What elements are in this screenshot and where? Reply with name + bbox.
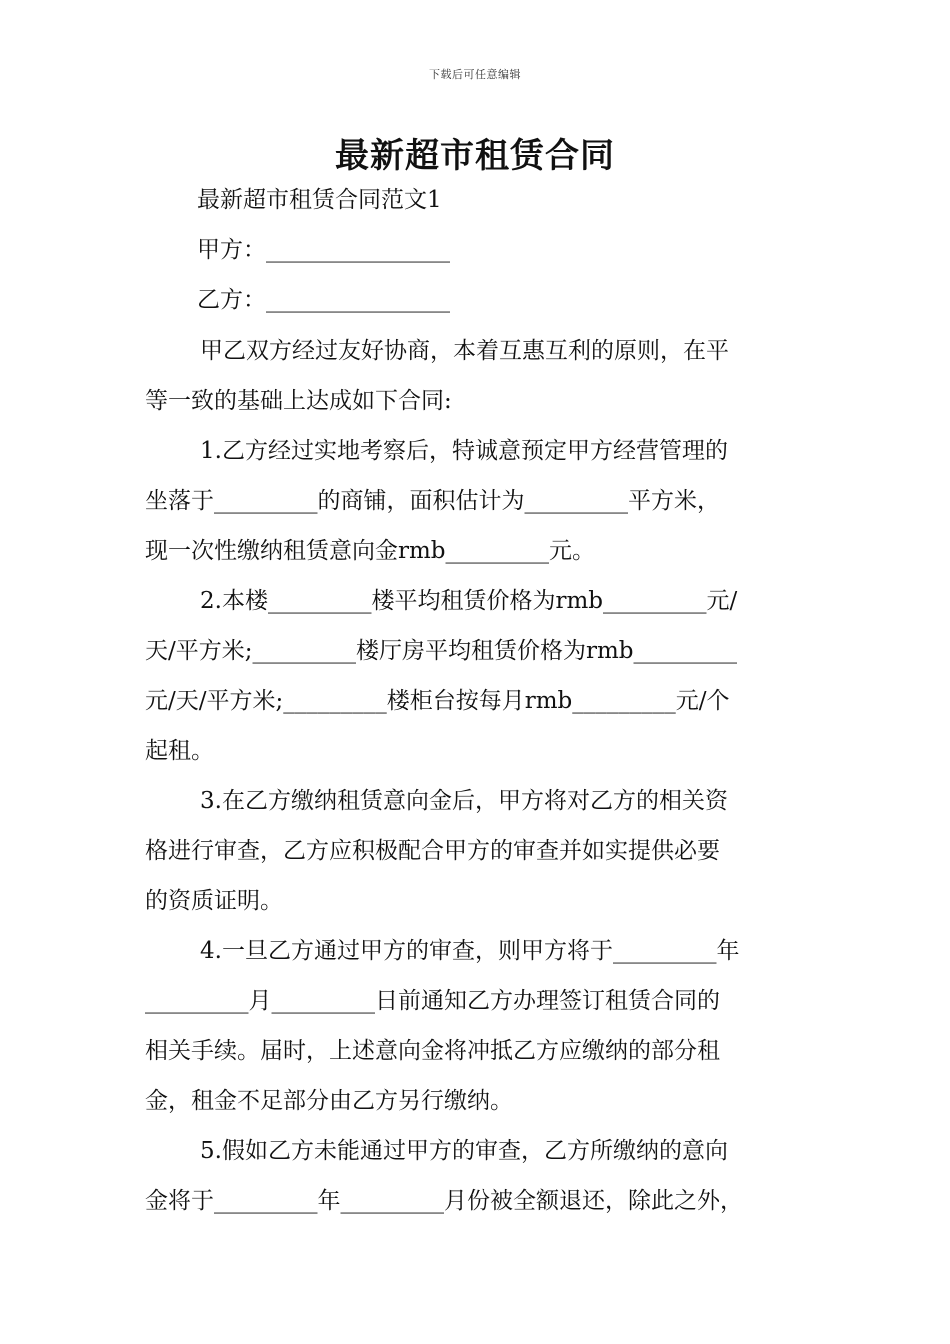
paragraph-line: 等一致的基础上达成如下合同: bbox=[145, 388, 452, 414]
clause-3-line: 的资质证明。 bbox=[145, 888, 283, 914]
clause-4-line: 相关手续。届时，上述意向金将冲抵乙方应缴纳的部分租 bbox=[145, 1038, 720, 1064]
clause-4-line: 4.一旦乙方通过甲方的审查，则甲方将于_________年 bbox=[200, 938, 740, 964]
clause-2-line: 起租。 bbox=[145, 738, 214, 764]
clause-1-line: 坐落于_________的商铺，面积估计为_________平方米， bbox=[145, 488, 720, 514]
clause-1-line: 现一次性缴纳租赁意向金rmb_________元。 bbox=[145, 538, 596, 564]
clause-2-line: 天/平方米;_________楼厅房平均租赁价格为rmb_________ bbox=[145, 638, 738, 664]
clause-1-line: 1.乙方经过实地考察后，特诚意预定甲方经营管理的 bbox=[200, 438, 728, 464]
clause-3-line: 格进行审查，乙方应积极配合甲方的审查并如实提供必要 bbox=[145, 838, 720, 864]
paragraph-line: 甲乙双方经过友好协商，本着互惠互利的原则，在平 bbox=[200, 338, 729, 364]
party-b-line: 乙方：________________ bbox=[197, 287, 450, 313]
party-a-line: 甲方：________________ bbox=[197, 237, 450, 263]
document-title: 最新超市租赁合同 bbox=[335, 136, 615, 176]
clause-4-line: _________月_________日前通知乙方办理签订租赁合同的 bbox=[145, 988, 720, 1014]
document-subtitle: 最新超市租赁合同范文1 bbox=[197, 187, 442, 213]
clause-2-line: 2.本楼_________楼平均租赁价格为rmb_________元/ bbox=[200, 588, 738, 614]
clause-3-line: 3.在乙方缴纳租赁意向金后，甲方将对乙方的相关资 bbox=[200, 788, 728, 814]
header-note: 下载后可任意编辑 bbox=[429, 68, 521, 81]
clause-5-line: 5.假如乙方未能通过甲方的审查，乙方所缴纳的意向 bbox=[200, 1138, 728, 1164]
clause-2-line: 元/天/平方米;_________楼柜台按每月rmb_________元/个 bbox=[145, 688, 730, 714]
clause-4-line: 金，租金不足部分由乙方另行缴纳。 bbox=[145, 1088, 513, 1114]
clause-5-line: 金将于_________年_________月份被全额退还，除此之外， bbox=[145, 1188, 743, 1214]
